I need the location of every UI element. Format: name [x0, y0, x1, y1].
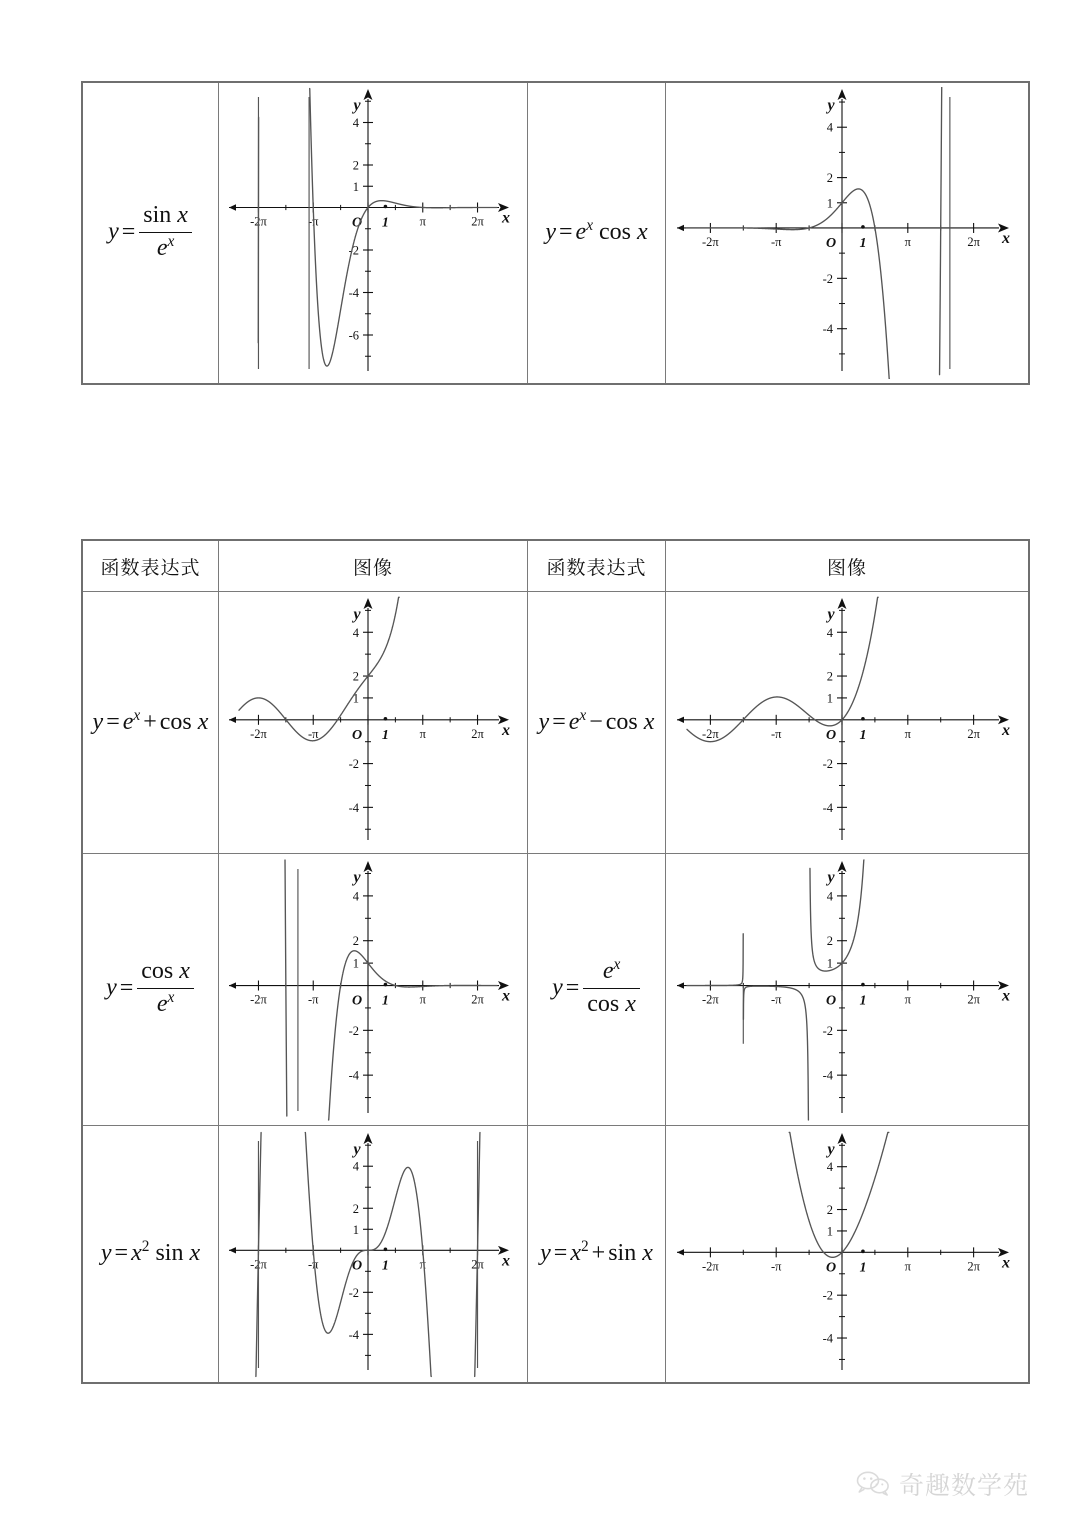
plot-x2-plus-sin	[666, 1131, 1028, 1378]
y-tick-label: 4	[826, 626, 833, 641]
origin-label: O	[825, 993, 837, 1009]
function-plot-x2_sin	[223, 1131, 523, 1378]
y-axis-label: y	[827, 1140, 835, 1158]
y-tick-label: -4	[822, 801, 833, 816]
graph-cell	[219, 1126, 528, 1383]
curve-path	[789, 1132, 889, 1257]
y-tick-label: 1	[826, 691, 833, 706]
x-tick-label: -π	[770, 992, 782, 1007]
plot-ex-over-cos	[666, 859, 1028, 1121]
y-tick-label: 4	[352, 116, 359, 130]
x-unit-label: 1	[381, 993, 389, 1009]
formula-sin-over-ex: y = $\frac{\text{sin x}}{e^x}$	[108, 203, 193, 263]
graph-cell	[666, 592, 1029, 854]
graph-cell	[666, 1126, 1029, 1383]
y-tick-label: 2	[826, 1202, 833, 1217]
curve-path	[810, 860, 864, 971]
y-tick-label: -6	[348, 328, 359, 343]
x-unit-label: 1	[381, 1257, 389, 1273]
y-tick-label: -4	[822, 1068, 833, 1083]
graph-cell	[666, 853, 1029, 1125]
expression-cell	[528, 853, 666, 1125]
plot-x2-sin	[219, 1131, 527, 1378]
graph-cell	[219, 83, 528, 384]
y-axis-label: y	[827, 868, 835, 886]
x-tick-label: π	[419, 214, 426, 229]
y-tick-label: -4	[822, 322, 833, 337]
y-tick-label: 1	[352, 956, 359, 971]
y-tick-label: 4	[352, 888, 359, 903]
function-plot-cos_over_ex	[223, 859, 523, 1121]
y-tick-label: 4	[826, 888, 833, 903]
x-tick-label: π	[419, 727, 426, 742]
x-tick-label: π	[904, 1258, 911, 1273]
function-plot-ex_cos	[671, 87, 1023, 379]
x-tick-label: -π	[770, 234, 782, 249]
x-tick-label: 2π	[967, 727, 980, 742]
y-tick-label: -4	[348, 1068, 359, 1083]
formula-x2-sin: $y = x^2$ sin x	[100, 1238, 201, 1267]
x-tick-label: 2π	[967, 992, 980, 1007]
y-axis-label: y	[827, 606, 835, 624]
y-tick-label: -4	[822, 1331, 833, 1346]
x-axis-label: x	[1002, 1253, 1010, 1271]
formula-ex-cos: $y = e^x$ cos x	[545, 217, 648, 246]
x-unit-label: 1	[859, 235, 867, 251]
formula-ex-over-cos: y = $\frac{e^x}{\text{cos x}}$	[552, 959, 641, 1019]
expression-cell	[83, 1126, 219, 1383]
x-tick-label: -2π	[250, 1256, 267, 1271]
x-tick-label: 2π	[471, 214, 484, 229]
y-axis-label: y	[353, 606, 361, 624]
y-tick-label: 2	[826, 171, 833, 186]
y-tick-label: 4	[826, 120, 833, 135]
y-tick-label: -4	[348, 286, 359, 300]
y-tick-label: -4	[348, 801, 359, 816]
x-axis-label: x	[502, 1251, 510, 1269]
y-tick-label: 1	[352, 1222, 359, 1237]
origin-label: O	[351, 993, 363, 1009]
y-tick-label: 2	[352, 670, 359, 685]
y-tick-label: -2	[822, 757, 833, 772]
y-tick-label: 2	[352, 1201, 359, 1216]
origin-label: O	[351, 1257, 363, 1273]
x-axis-label: x	[502, 209, 510, 227]
x-unit-label: 1	[859, 993, 867, 1009]
expression-cell	[528, 1126, 666, 1383]
graph-cell	[219, 853, 528, 1125]
watermark-text: 奇趣数学苑	[899, 1471, 1030, 1500]
y-tick-label: 1	[826, 956, 833, 971]
x-axis-label: x	[502, 722, 510, 740]
x-tick-label: 2π	[471, 727, 484, 742]
table-header-row	[83, 541, 1029, 592]
y-tick-label: -2	[348, 1023, 359, 1038]
origin-label: O	[351, 728, 363, 744]
expression-cell	[83, 853, 219, 1125]
function-table-top	[82, 82, 1029, 384]
plot-ex-plus-cos	[219, 596, 527, 848]
table-row	[83, 1126, 1029, 1383]
y-tick-label: -2	[822, 271, 833, 286]
expression-cell	[83, 592, 219, 854]
curve-path	[940, 87, 942, 375]
header-expression-2: 函数表达式	[528, 541, 666, 592]
formula-ex-plus-cos: $y = e^x + \cos x$	[92, 706, 209, 735]
x-tick-label: π	[419, 1256, 426, 1271]
formula-cos-over-ex: y = $\frac{\text{cos x}}{e^x}$	[106, 959, 195, 1019]
plot-cos-over-ex	[219, 859, 527, 1121]
x-tick-label: -π	[307, 992, 319, 1007]
x-unit-label: 1	[859, 728, 867, 744]
expression-cell	[83, 83, 219, 384]
origin-label: O	[825, 1259, 837, 1275]
formula-x2-plus-sin: $y = x^2 + \sin x$	[540, 1238, 653, 1267]
y-tick-label: -2	[348, 243, 359, 258]
y-tick-label: 2	[352, 933, 359, 948]
x-tick-label: 2π	[471, 1256, 484, 1271]
y-tick-label: 1	[352, 179, 359, 194]
x-tick-label: -2π	[702, 234, 719, 249]
function-plot-ex_over_cos	[671, 859, 1023, 1121]
function-plot-sin_over_ex	[223, 87, 523, 379]
origin-label: O	[825, 728, 837, 744]
y-tick-label: 1	[826, 1224, 833, 1239]
expression-cell	[528, 592, 666, 854]
x-axis-label: x	[502, 987, 510, 1005]
x-tick-label: 2π	[471, 992, 484, 1007]
curve-path	[307, 89, 497, 367]
x-tick-label: -π	[770, 1258, 782, 1273]
graph-cell	[219, 592, 528, 854]
curve-path	[285, 860, 287, 1116]
y-tick-label: 1	[826, 196, 833, 211]
curve-path	[239, 598, 399, 742]
x-tick-label: π	[904, 234, 911, 249]
x-tick-label: -π	[770, 727, 782, 742]
y-tick-label: 4	[352, 1159, 359, 1174]
wechat-icon	[856, 1471, 890, 1497]
origin-label: O	[351, 215, 363, 231]
table-row	[83, 592, 1029, 854]
x-tick-label: -2π	[250, 214, 267, 229]
expression-cell	[528, 83, 666, 384]
y-tick-label: -2	[822, 1288, 833, 1303]
y-tick-label: -2	[822, 1023, 833, 1038]
y-axis-label: y	[353, 1140, 361, 1158]
plot-ex-cos	[666, 87, 1028, 379]
table-row	[83, 83, 1029, 384]
header-graph-1: 图像	[219, 541, 528, 592]
y-tick-label: 2	[826, 670, 833, 685]
function-plot-ex_plus_cos	[223, 596, 523, 848]
y-axis-label: y	[353, 868, 361, 886]
x-tick-label: -π	[307, 727, 319, 742]
origin-label: O	[825, 235, 837, 251]
x-axis-label: x	[1002, 229, 1010, 247]
function-plot-ex_minus_cos	[671, 596, 1023, 848]
x-tick-label: -π	[307, 214, 319, 229]
x-tick-label: π	[419, 992, 426, 1007]
y-tick-label: -2	[348, 1285, 359, 1300]
x-tick-label: π	[904, 727, 911, 742]
header-graph-2: 图像	[666, 541, 1029, 592]
formula-ex-minus-cos: $y = e^x - \cos x$	[538, 706, 655, 735]
plot-sin-over-ex	[219, 87, 527, 379]
table-row	[83, 853, 1029, 1125]
x-unit-label: 1	[381, 215, 389, 231]
x-axis-label: x	[1002, 987, 1010, 1005]
header-expression-1: 函数表达式	[83, 541, 219, 592]
curve-path	[687, 933, 743, 985]
x-tick-label: π	[904, 992, 911, 1007]
x-tick-label: -2π	[702, 727, 719, 742]
x-tick-label: 2π	[967, 234, 980, 249]
y-tick-label: 1	[352, 691, 359, 706]
function-plot-x2_plus_sin	[671, 1131, 1023, 1378]
x-unit-label: 1	[859, 1259, 867, 1275]
y-tick-label: 2	[826, 933, 833, 948]
x-tick-label: 2π	[967, 1258, 980, 1273]
y-tick-label: -4	[348, 1327, 359, 1342]
function-table-main	[82, 540, 1029, 1383]
x-tick-label: -2π	[702, 1258, 719, 1273]
x-tick-label: -2π	[702, 992, 719, 1007]
x-tick-label: -π	[307, 1256, 319, 1271]
y-tick-label: 4	[826, 1159, 833, 1174]
y-tick-label: 2	[352, 158, 359, 173]
x-axis-label: x	[1002, 722, 1010, 740]
x-tick-label: -2π	[250, 992, 267, 1007]
y-tick-label: -2	[348, 757, 359, 772]
graph-cell	[666, 83, 1029, 384]
y-tick-label: 4	[352, 626, 359, 641]
x-unit-label: 1	[381, 728, 389, 744]
plot-ex-minus-cos	[666, 596, 1028, 848]
curve-path	[687, 189, 889, 379]
watermark-brand	[856, 1466, 1029, 1502]
y-axis-label: y	[827, 97, 835, 114]
y-axis-label: y	[353, 97, 361, 114]
x-tick-label: -2π	[250, 727, 267, 742]
